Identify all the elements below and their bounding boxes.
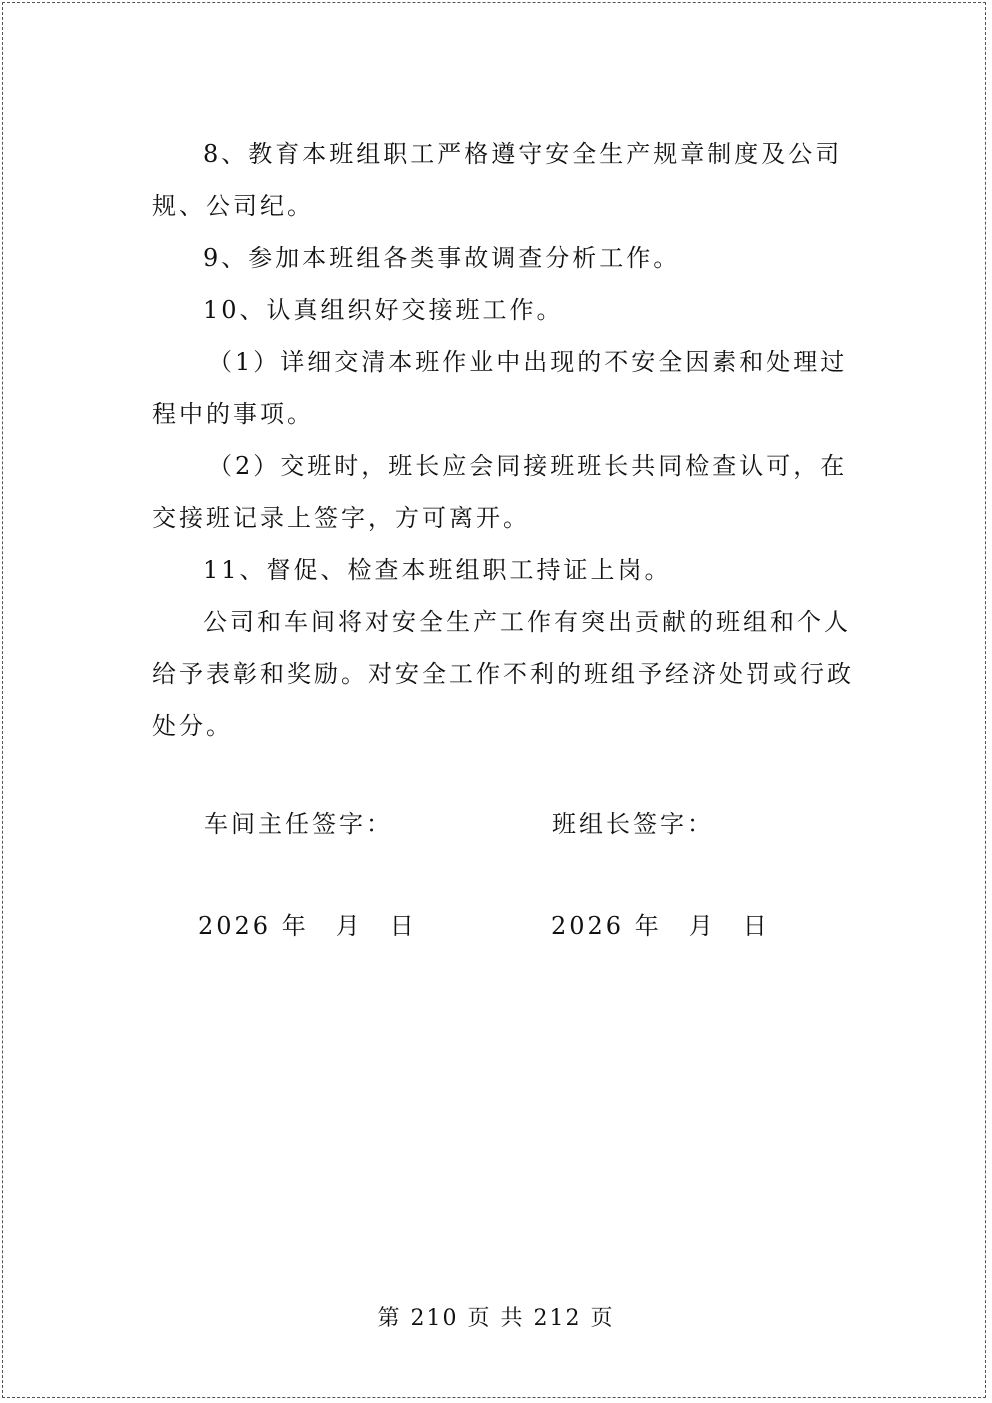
item-1-line-2: 程中的事项。 (152, 400, 314, 428)
paragraph-10-line-1: 10、认真组织好交接班工作。 (203, 296, 564, 324)
closing-line-1: 公司和车间将对安全生产工作有突出贡献的班组和个人 (203, 608, 851, 636)
page-number-footer: 第 210 页 共 212 页 (377, 1306, 615, 1331)
right-signature-date: 2026 年 月 日 (551, 912, 770, 940)
item-2-line-1: （2）交班时，班长应会同接班班长共同检查认可，在 (208, 452, 848, 480)
paragraph-9-line-1: 9、参加本班组各类事故调查分析工作。 (203, 244, 681, 272)
paragraph-8-line-1: 8、教育本班组职工严格遵守安全生产规章制度及公司 (203, 140, 843, 168)
closing-line-2: 给予表彰和奖励。对安全工作不利的班组予经济处罚或行政 (152, 660, 854, 688)
team-leader-signature-label: 班组长签字： (552, 810, 714, 838)
left-signature-date: 2026 年 月 日 (198, 912, 417, 940)
item-2-line-2: 交接班记录上签字，方可离开。 (152, 504, 530, 532)
item-1-line-1: （1）详细交清本班作业中出现的不安全因素和处理过 (208, 348, 848, 376)
paragraph-11-line-1: 11、督促、检查本班组职工持证上岗。 (203, 556, 672, 584)
closing-line-3: 处分。 (152, 712, 233, 740)
document-body (152, 128, 854, 752)
workshop-director-signature-label: 车间主任签字： (204, 810, 393, 838)
paragraph-8-line-2: 规、公司纪。 (152, 192, 314, 220)
